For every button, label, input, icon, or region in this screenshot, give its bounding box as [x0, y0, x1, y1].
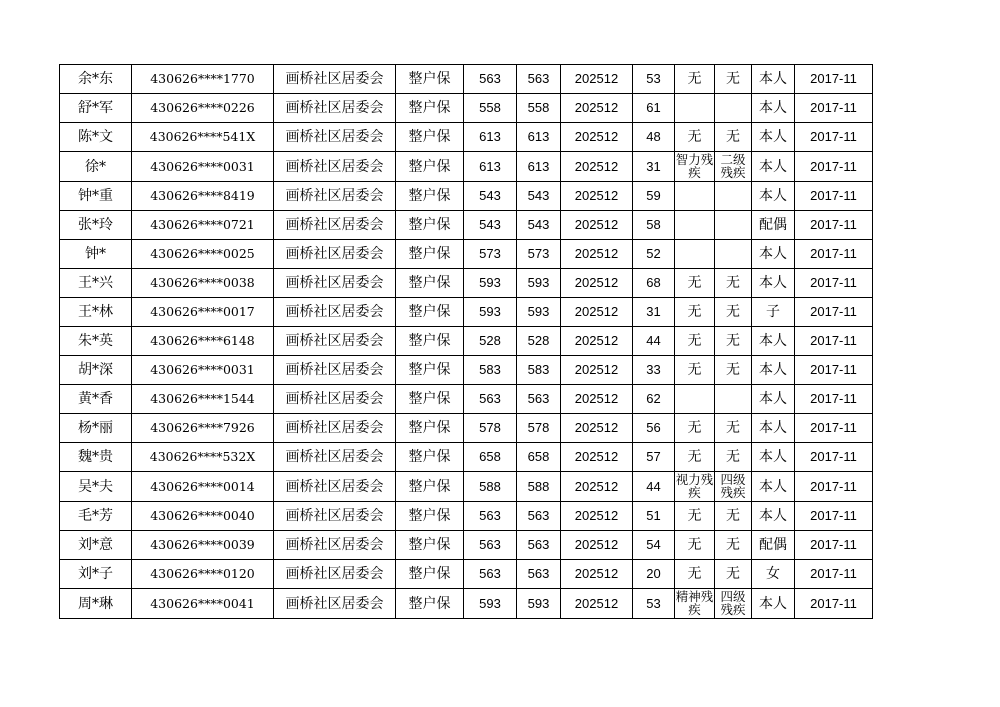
assistance-type-cell: 整户保	[396, 152, 464, 182]
age-cell: 51	[633, 502, 675, 531]
start-date-cell: 2017-11	[795, 327, 873, 356]
amount-2-cell: 563	[517, 502, 561, 531]
amount-cell: 578	[464, 414, 517, 443]
age-cell: 56	[633, 414, 675, 443]
id-number-cell: 430626****0038	[132, 269, 274, 298]
disability-level-cell	[715, 385, 752, 414]
amount-2-cell: 613	[517, 123, 561, 152]
relation-cell: 本人	[752, 327, 795, 356]
community-cell: 画桥社区居委会	[274, 240, 396, 269]
month-cell: 202512	[561, 502, 633, 531]
age-cell: 61	[633, 94, 675, 123]
assistance-type-cell: 整户保	[396, 65, 464, 94]
assistance-type-cell: 整户保	[396, 356, 464, 385]
household-table	[59, 64, 873, 619]
relation-cell: 本人	[752, 443, 795, 472]
age-cell: 57	[633, 443, 675, 472]
relation-cell: 本人	[752, 502, 795, 531]
community-cell: 画桥社区居委会	[274, 94, 396, 123]
amount-cell: 563	[464, 65, 517, 94]
community-cell: 画桥社区居委会	[274, 560, 396, 589]
disability-category-cell: 无	[675, 269, 715, 298]
relation-cell: 本人	[752, 240, 795, 269]
table-row	[60, 152, 873, 182]
relation-cell: 本人	[752, 385, 795, 414]
amount-cell: 543	[464, 211, 517, 240]
relation-cell: 本人	[752, 269, 795, 298]
assistance-type-cell: 整户保	[396, 589, 464, 619]
amount-2-cell: 563	[517, 385, 561, 414]
disability-level-cell	[715, 94, 752, 123]
id-number-cell: 430626****0031	[132, 152, 274, 182]
age-cell: 54	[633, 531, 675, 560]
id-number-cell: 430626****8419	[132, 182, 274, 211]
table-row	[60, 211, 873, 240]
assistance-type-cell: 整户保	[396, 240, 464, 269]
relation-cell: 本人	[752, 414, 795, 443]
amount-cell: 588	[464, 472, 517, 502]
amount-cell: 563	[464, 502, 517, 531]
table-row	[60, 298, 873, 327]
start-date-cell: 2017-11	[795, 385, 873, 414]
disability-category-cell	[675, 385, 715, 414]
id-number-cell: 430626****0120	[132, 560, 274, 589]
month-cell: 202512	[561, 152, 633, 182]
id-number-cell: 430626****0041	[132, 589, 274, 619]
disability-level-cell: 无	[715, 531, 752, 560]
month-cell: 202512	[561, 240, 633, 269]
disability-level-cell: 无	[715, 298, 752, 327]
table-row	[60, 269, 873, 298]
start-date-cell: 2017-11	[795, 531, 873, 560]
amount-cell: 528	[464, 327, 517, 356]
start-date-cell: 2017-11	[795, 240, 873, 269]
id-number-cell: 430626****0014	[132, 472, 274, 502]
disability-level-cell: 无	[715, 327, 752, 356]
amount-2-cell: 588	[517, 472, 561, 502]
id-number-cell: 430626****0721	[132, 211, 274, 240]
disability-category-cell: 智力残疾	[675, 152, 714, 180]
table-row	[60, 414, 873, 443]
month-cell: 202512	[561, 298, 633, 327]
amount-cell: 543	[464, 182, 517, 211]
amount-cell: 563	[464, 560, 517, 589]
amount-2-cell: 573	[517, 240, 561, 269]
age-cell: 44	[633, 472, 675, 502]
community-cell: 画桥社区居委会	[274, 472, 396, 502]
id-number-cell: 430626****0025	[132, 240, 274, 269]
table-row	[60, 65, 873, 94]
relation-cell: 本人	[752, 472, 795, 502]
assistance-type-cell: 整户保	[396, 327, 464, 356]
start-date-cell: 2017-11	[795, 356, 873, 385]
id-number-cell: 430626****0039	[132, 531, 274, 560]
amount-cell: 613	[464, 123, 517, 152]
amount-2-cell: 543	[517, 182, 561, 211]
community-cell: 画桥社区居委会	[274, 152, 396, 182]
table-row	[60, 327, 873, 356]
assistance-type-cell: 整户保	[396, 182, 464, 211]
disability-level-cell: 无	[715, 65, 752, 94]
age-cell: 52	[633, 240, 675, 269]
disability-category-cell: 无	[675, 443, 715, 472]
disability-level-cell: 无	[715, 502, 752, 531]
month-cell: 202512	[561, 182, 633, 211]
month-cell: 202512	[561, 356, 633, 385]
amount-2-cell: 578	[517, 414, 561, 443]
assistance-type-cell: 整户保	[396, 560, 464, 589]
assistance-type-cell: 整户保	[396, 123, 464, 152]
start-date-cell: 2017-11	[795, 269, 873, 298]
relation-cell: 本人	[752, 123, 795, 152]
amount-2-cell: 613	[517, 152, 561, 182]
age-cell: 58	[633, 211, 675, 240]
disability-level-cell: 四级残疾	[715, 589, 752, 619]
assistance-type-cell: 整户保	[396, 94, 464, 123]
amount-cell: 593	[464, 269, 517, 298]
age-cell: 44	[633, 327, 675, 356]
start-date-cell: 2017-11	[795, 589, 873, 619]
disability-category-cell: 无	[675, 298, 715, 327]
name-cell: 王*林	[60, 298, 132, 327]
amount-cell: 593	[464, 589, 517, 619]
name-cell: 张*玲	[60, 211, 132, 240]
month-cell: 202512	[561, 443, 633, 472]
disability-category-cell	[675, 240, 715, 269]
month-cell: 202512	[561, 560, 633, 589]
name-cell: 杨*丽	[60, 414, 132, 443]
disability-level-cell: 四级残疾	[715, 472, 752, 502]
id-number-cell: 430626****0017	[132, 298, 274, 327]
start-date-cell: 2017-11	[795, 560, 873, 589]
amount-cell: 558	[464, 94, 517, 123]
age-cell: 48	[633, 123, 675, 152]
community-cell: 画桥社区居委会	[274, 589, 396, 619]
name-cell: 吴*夫	[60, 472, 132, 502]
relation-cell: 本人	[752, 356, 795, 385]
month-cell: 202512	[561, 327, 633, 356]
disability-category-cell: 无	[675, 531, 715, 560]
table-row	[60, 182, 873, 211]
disability-category-cell: 精神残疾	[675, 589, 714, 617]
amount-2-cell: 558	[517, 94, 561, 123]
table-row	[60, 531, 873, 560]
disability-level-cell: 无	[715, 414, 752, 443]
name-cell: 朱*英	[60, 327, 132, 356]
disability-category-cell: 无	[675, 560, 715, 589]
amount-2-cell: 563	[517, 65, 561, 94]
disability-level-cell: 无	[715, 560, 752, 589]
month-cell: 202512	[561, 531, 633, 560]
name-cell: 余*东	[60, 65, 132, 94]
age-cell: 31	[633, 298, 675, 327]
community-cell: 画桥社区居委会	[274, 443, 396, 472]
name-cell: 周*琳	[60, 589, 132, 619]
name-cell: 胡*深	[60, 356, 132, 385]
assistance-type-cell: 整户保	[396, 385, 464, 414]
assistance-type-cell: 整户保	[396, 414, 464, 443]
community-cell: 画桥社区居委会	[274, 385, 396, 414]
table-row	[60, 385, 873, 414]
amount-2-cell: 563	[517, 531, 561, 560]
name-cell: 陈*文	[60, 123, 132, 152]
community-cell: 画桥社区居委会	[274, 182, 396, 211]
community-cell: 画桥社区居委会	[274, 269, 396, 298]
relation-cell: 子	[752, 298, 795, 327]
amount-2-cell: 593	[517, 298, 561, 327]
relation-cell: 本人	[752, 65, 795, 94]
start-date-cell: 2017-11	[795, 502, 873, 531]
amount-cell: 563	[464, 385, 517, 414]
id-number-cell: 430626****0226	[132, 94, 274, 123]
table-body	[60, 65, 873, 619]
amount-cell: 583	[464, 356, 517, 385]
amount-2-cell: 658	[517, 443, 561, 472]
start-date-cell: 2017-11	[795, 414, 873, 443]
relation-cell: 女	[752, 560, 795, 589]
start-date-cell: 2017-11	[795, 94, 873, 123]
amount-cell: 658	[464, 443, 517, 472]
disability-level-cell: 无	[715, 123, 752, 152]
community-cell: 画桥社区居委会	[274, 298, 396, 327]
age-cell: 31	[633, 152, 675, 182]
assistance-type-cell: 整户保	[396, 298, 464, 327]
table-row	[60, 472, 873, 502]
disability-level-cell: 无	[715, 356, 752, 385]
id-number-cell: 430626****541X	[132, 123, 274, 152]
month-cell: 202512	[561, 94, 633, 123]
relation-cell: 本人	[752, 152, 795, 182]
table-row	[60, 443, 873, 472]
table-row	[60, 356, 873, 385]
relation-cell: 本人	[752, 182, 795, 211]
amount-cell: 613	[464, 152, 517, 182]
disability-category-cell: 无	[675, 327, 715, 356]
month-cell: 202512	[561, 385, 633, 414]
community-cell: 画桥社区居委会	[274, 356, 396, 385]
community-cell: 画桥社区居委会	[274, 414, 396, 443]
start-date-cell: 2017-11	[795, 65, 873, 94]
community-cell: 画桥社区居委会	[274, 211, 396, 240]
id-number-cell: 430626****532X	[132, 443, 274, 472]
month-cell: 202512	[561, 472, 633, 502]
age-cell: 59	[633, 182, 675, 211]
start-date-cell: 2017-11	[795, 211, 873, 240]
amount-2-cell: 583	[517, 356, 561, 385]
disability-level-cell	[715, 240, 752, 269]
start-date-cell: 2017-11	[795, 443, 873, 472]
id-number-cell: 430626****6148	[132, 327, 274, 356]
id-number-cell: 430626****7926	[132, 414, 274, 443]
age-cell: 33	[633, 356, 675, 385]
assistance-type-cell: 整户保	[396, 443, 464, 472]
age-cell: 53	[633, 65, 675, 94]
community-cell: 画桥社区居委会	[274, 327, 396, 356]
amount-2-cell: 563	[517, 560, 561, 589]
disability-category-cell	[675, 211, 715, 240]
month-cell: 202512	[561, 65, 633, 94]
age-cell: 53	[633, 589, 675, 619]
disability-level-cell: 无	[715, 443, 752, 472]
name-cell: 钟*重	[60, 182, 132, 211]
name-cell: 刘*子	[60, 560, 132, 589]
disability-level-cell: 无	[715, 269, 752, 298]
community-cell: 画桥社区居委会	[274, 123, 396, 152]
name-cell: 魏*贵	[60, 443, 132, 472]
amount-2-cell: 593	[517, 589, 561, 619]
start-date-cell: 2017-11	[795, 298, 873, 327]
month-cell: 202512	[561, 123, 633, 152]
relation-cell: 配偶	[752, 531, 795, 560]
disability-category-cell: 无	[675, 123, 715, 152]
disability-category-cell: 无	[675, 414, 715, 443]
relation-cell: 本人	[752, 589, 795, 619]
table-row	[60, 94, 873, 123]
table-row	[60, 123, 873, 152]
disability-level-cell	[715, 182, 752, 211]
assistance-type-cell: 整户保	[396, 531, 464, 560]
name-cell: 毛*芳	[60, 502, 132, 531]
amount-2-cell: 593	[517, 269, 561, 298]
community-cell: 画桥社区居委会	[274, 502, 396, 531]
name-cell: 王*兴	[60, 269, 132, 298]
month-cell: 202512	[561, 269, 633, 298]
id-number-cell: 430626****0040	[132, 502, 274, 531]
name-cell: 钟*	[60, 240, 132, 269]
disability-category-cell: 无	[675, 65, 715, 94]
age-cell: 20	[633, 560, 675, 589]
id-number-cell: 430626****0031	[132, 356, 274, 385]
start-date-cell: 2017-11	[795, 472, 873, 502]
assistance-type-cell: 整户保	[396, 269, 464, 298]
month-cell: 202512	[561, 211, 633, 240]
disability-level-cell: 二级残疾	[715, 152, 752, 182]
community-cell: 画桥社区居委会	[274, 531, 396, 560]
relation-cell: 本人	[752, 94, 795, 123]
disability-category-cell: 视力残疾	[675, 472, 714, 500]
assistance-type-cell: 整户保	[396, 502, 464, 531]
table-row	[60, 240, 873, 269]
disability-category-cell	[675, 94, 715, 123]
name-cell: 舒*军	[60, 94, 132, 123]
relation-cell: 配偶	[752, 211, 795, 240]
disability-category-cell: 无	[675, 356, 715, 385]
amount-cell: 573	[464, 240, 517, 269]
amount-cell: 563	[464, 531, 517, 560]
start-date-cell: 2017-11	[795, 152, 873, 182]
month-cell: 202512	[561, 414, 633, 443]
month-cell: 202512	[561, 589, 633, 619]
community-cell: 画桥社区居委会	[274, 65, 396, 94]
disability-category-cell	[675, 182, 715, 211]
table-row	[60, 560, 873, 589]
assistance-type-cell: 整户保	[396, 472, 464, 502]
name-cell: 徐*	[60, 152, 132, 182]
table-row	[60, 502, 873, 531]
id-number-cell: 430626****1770	[132, 65, 274, 94]
amount-2-cell: 528	[517, 327, 561, 356]
age-cell: 62	[633, 385, 675, 414]
name-cell: 刘*意	[60, 531, 132, 560]
amount-2-cell: 543	[517, 211, 561, 240]
age-cell: 68	[633, 269, 675, 298]
id-number-cell: 430626****1544	[132, 385, 274, 414]
amount-cell: 593	[464, 298, 517, 327]
assistance-type-cell: 整户保	[396, 211, 464, 240]
start-date-cell: 2017-11	[795, 123, 873, 152]
name-cell: 黄*香	[60, 385, 132, 414]
start-date-cell: 2017-11	[795, 182, 873, 211]
disability-category-cell: 无	[675, 502, 715, 531]
disability-level-cell	[715, 211, 752, 240]
table-row	[60, 589, 873, 619]
